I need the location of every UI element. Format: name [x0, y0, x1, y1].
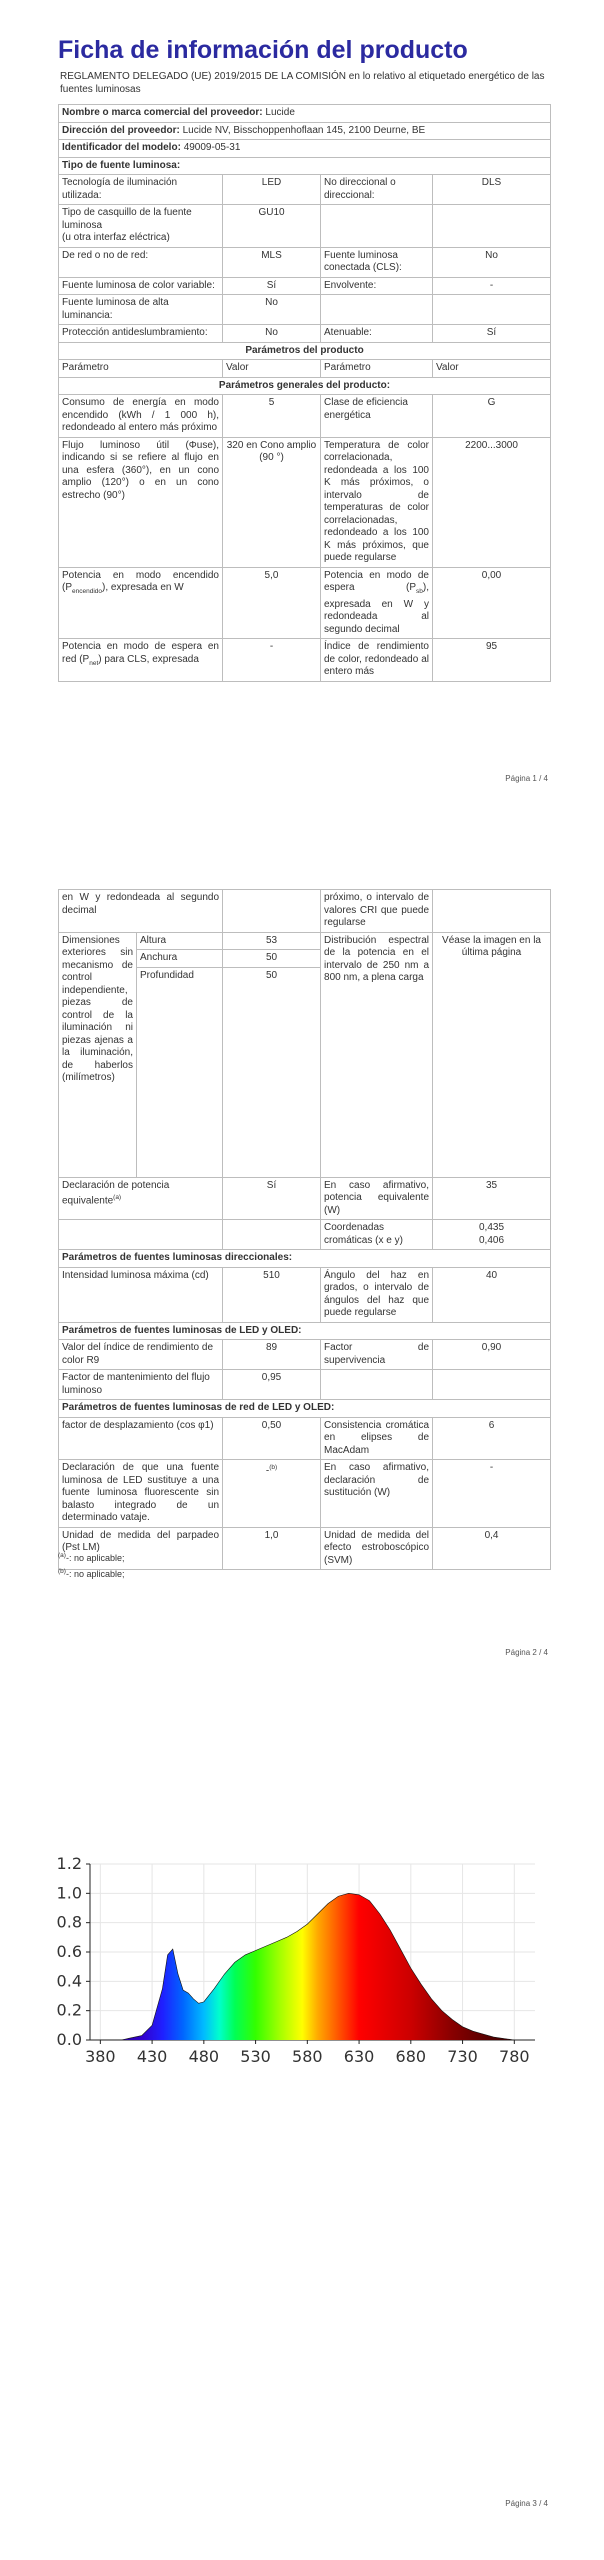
glare-label: Protección antideslumbramiento: [59, 325, 223, 343]
supplier-label: Nombre o marca comercial del proveedor: [62, 107, 263, 118]
colour-tunable-value: Sí [223, 277, 321, 295]
address-row [59, 122, 551, 140]
colour-consistency-label: Consistencia cromática en elipses de MacAdam [321, 1417, 433, 1460]
table-row [59, 325, 551, 343]
footnote-a-sup: (a) [58, 1552, 66, 1559]
footnote-b-sup: (b) [58, 1568, 66, 1575]
table-row [59, 1340, 551, 1370]
empty-cell [321, 1370, 433, 1400]
envelope-value: - [433, 277, 551, 295]
empty-cell [433, 295, 551, 325]
x-tick-label: 680 [395, 2047, 427, 2066]
directional-params-title: Parámetros de fuentes luminosas direccionales: [59, 1250, 551, 1268]
document-title: Ficha de información del producto [58, 36, 468, 64]
footnote-a-text: -: no aplicable; [65, 1553, 125, 1563]
empty-cell [321, 205, 433, 248]
stroboscopic-label: Unidad de medida del efecto estroboscópico (SVM) [321, 1527, 433, 1570]
y-tick-label: 1.0 [56, 1883, 82, 1903]
equivalent-power-w-value: 35 [433, 1177, 551, 1220]
mains-value: MLS [223, 247, 321, 277]
table-row [59, 1370, 551, 1400]
spd-label: Distribución espectral de la potencia en el intervalo de 250 nm a 800 nm, a plena carga [321, 932, 433, 1177]
table-row [59, 437, 551, 567]
footnotes [58, 1549, 125, 1581]
width-value: 50 [223, 950, 321, 968]
maintenance-label: Factor de mantenimiento del flujo luminoso [59, 1370, 223, 1400]
header-value-2: Valor [433, 360, 551, 378]
section-row [59, 377, 551, 395]
equivalent-power-value: Sí [223, 1177, 321, 1220]
standby-power-label [321, 567, 433, 639]
led-params-title: Parámetros de fuentes luminosas de LED y OLED: [59, 1322, 551, 1340]
cap-label-line-1: Tipo de casquillo de la fuente luminosa [62, 207, 192, 231]
page-number: Página 2 / 4 [505, 1648, 548, 1657]
address-label: Dirección del proveedor: [62, 124, 180, 136]
beam-angle-label: Ángulo del haz en grados, o intervalo de ángulos del haz que puede regularse [321, 1267, 433, 1322]
x-tick-label: 730 [447, 2047, 478, 2066]
cap-label [59, 205, 223, 248]
cri-value: 95 [433, 639, 551, 682]
section-row [59, 1322, 551, 1340]
chromaticity-value [433, 1220, 551, 1250]
mains-led-params-title: Parámetros de fuentes luminosas de red de LED y OLED: [59, 1400, 551, 1418]
footnote-b [58, 1565, 125, 1581]
page-3 [0, 1706, 604, 2559]
x-tick-label: 530 [240, 2047, 271, 2066]
high-luminance-label: Fuente luminosa de alta luminancia: [59, 295, 223, 325]
height-label: Altura [137, 932, 223, 950]
nondir-value: DLS [433, 175, 551, 205]
displacement-value: 0,50 [223, 1417, 321, 1460]
section-row [59, 1400, 551, 1418]
x-tick-label: 630 [343, 2047, 375, 2066]
networked-standby-text-2: ) para CLS, expresada [98, 653, 199, 665]
table-row [59, 175, 551, 205]
x-tick-label: 580 [292, 2047, 323, 2066]
standby-power-text-2: ), expresada en W y redondeada al segundo decimal [324, 582, 429, 635]
model-cell [59, 140, 551, 158]
networked-standby-label [59, 639, 223, 682]
chromaticity-y: 0,406 [479, 1234, 505, 1246]
chromaticity-x: 0,435 [479, 1222, 505, 1233]
table-row [59, 1267, 551, 1322]
r9-label: Valor del índice de rendimiento de color R9 [59, 1340, 223, 1370]
on-mode-power-value: 5,0 [223, 567, 321, 639]
glare-value: No [223, 325, 321, 343]
table-row [59, 1460, 551, 1528]
maintenance-value: 0,95 [223, 1370, 321, 1400]
y-tick-label: 0.6 [56, 1942, 82, 1961]
cap-label-line-2: (u otra interfaz eléctrica) [62, 232, 170, 243]
section-row [59, 1250, 551, 1268]
tech-value: LED [223, 175, 321, 205]
flux-value: 320 en Cono amplio (90 °) [223, 437, 321, 567]
page-2 [0, 853, 604, 1706]
header-value: Valor [223, 360, 321, 378]
supplier-value: Lucide [265, 107, 295, 118]
dimmable-label: Atenuable: [321, 325, 433, 343]
tech-label: Tecnología de iluminación utilizada: [59, 175, 223, 205]
params-title: Parámetros del producto [59, 342, 551, 360]
empty-cell [321, 295, 433, 325]
displacement-label: factor de desplazamiento (cos φ1) [59, 1417, 223, 1460]
regulation-text: REGLAMENTO DELEGADO (UE) 2019/2015 DE LA COMISIÓN en lo relativo al etiquetado energético de las fuentes luminosas [60, 71, 545, 95]
cls-label: Fuente luminosa conectada (CLS): [321, 247, 433, 277]
dimensions-label: Dimensiones exteriores sin mecanismo de control independiente, piezas de control de la iluminación ni piezas ajenas a la iluminación, de haberlos (milímetros) [59, 932, 137, 1177]
networked-standby-continued: en W y redondeada al segundo decimal [59, 890, 223, 933]
envelope-label: Envolvente: [321, 277, 433, 295]
equivalent-power-label [59, 1177, 223, 1220]
cri-label-continued: próximo, o intervalo de valores CRI que puede regularse [321, 890, 433, 933]
y-tick-label: 1.2 [56, 1854, 82, 1873]
supplier-cell [59, 105, 551, 123]
cct-label: Temperatura de color correlacionada, redondeada a los 100 K más próximos, o intervalo de temperaturas de color correlacionadas, redondeado a los 100 K más próximos, que puede regularse [321, 437, 433, 567]
replacement-value-text: - [265, 1465, 270, 1477]
r9-value: 89 [223, 1340, 321, 1370]
ee-class-label: Clase de eficiencia energética [321, 395, 433, 438]
flux-label: Flujo luminoso útil (Φuse), indicando si se refiere al flujo en una esfera (360°), en un cono amplio (120°) o en un cono estrecho (90°) [59, 437, 223, 567]
peak-intensity-value: 510 [223, 1267, 321, 1322]
table-row [59, 205, 551, 248]
on-mode-power-label [59, 567, 223, 639]
equivalent-power-text: Declaración de potencia equivalente [62, 1179, 170, 1207]
nondir-label: No direccional o direccional: [321, 175, 433, 205]
replacement-value [223, 1460, 321, 1528]
cct-value: 2200...3000 [433, 437, 551, 567]
table-row [59, 567, 551, 639]
colour-tunable-label: Fuente luminosa de color variable: [59, 277, 223, 295]
replacement-label: Declaración de que una fuente luminosa de LED sustituye a una fuente luminosa fluorescente sin balasto integrado de un determinado vataje. [59, 1460, 223, 1528]
page-1 [0, 0, 604, 853]
address-cell [59, 122, 551, 140]
empty-cell [223, 1220, 321, 1250]
spectral-distribution-chart [40, 1850, 560, 2090]
replacement-w-label: En caso afirmativo, declaración de sustitución (W) [321, 1460, 433, 1528]
energy-value: 5 [223, 395, 321, 438]
page-number: Página 3 / 4 [505, 2499, 548, 2508]
model-value: 49009-05-31 [183, 142, 241, 153]
standby-power-value: 0,00 [433, 567, 551, 639]
height-value: 53 [223, 932, 321, 950]
on-mode-power-text-1: Potencia en modo encendido (P [62, 569, 219, 593]
table-row [59, 395, 551, 438]
x-tick-label: 430 [136, 2047, 168, 2066]
chromaticity-label: Coordenadas cromáticas (x e y) [321, 1220, 433, 1250]
table-row [59, 890, 551, 933]
standby-power-sub: sb [416, 588, 423, 595]
table-header-row [59, 360, 551, 378]
empty-cell [223, 890, 321, 933]
depth-value: 50 [223, 967, 321, 1177]
y-tick-label: 0.0 [56, 2030, 82, 2049]
supplier-row [59, 105, 551, 123]
mains-label: De red o no de red: [59, 247, 223, 277]
model-label: Identificador del modelo: [62, 142, 181, 153]
peak-intensity-label: Intensidad luminosa máxima (cd) [59, 1267, 223, 1322]
x-tick-label: 780 [499, 2047, 530, 2066]
empty-cell [433, 1370, 551, 1400]
high-luminance-value: No [223, 295, 321, 325]
footnote-b-text: -: no aplicable; [65, 1569, 125, 1579]
equivalent-power-w-label: En caso afirmativo, potencia equivalente (W) [321, 1177, 433, 1220]
colour-consistency-value: 6 [433, 1417, 551, 1460]
dimmable-value: Sí [433, 325, 551, 343]
depth-label: Profundidad [137, 967, 223, 1177]
x-tick-label: 380 [85, 2047, 116, 2066]
model-row [59, 140, 551, 158]
replacement-w-value: - [433, 1460, 551, 1528]
y-tick-label: 0.2 [56, 2000, 82, 2020]
networked-standby-value: - [223, 639, 321, 682]
header-param-2: Parámetro [321, 360, 433, 378]
footnote-b-marker: (b) [269, 1464, 278, 1471]
table-row [59, 295, 551, 325]
beam-angle-value: 40 [433, 1267, 551, 1322]
empty-cell [433, 890, 551, 933]
product-info-table-page-2 [58, 889, 551, 1570]
networked-standby-text-1: Potencia en modo de espera en red (P [62, 641, 219, 665]
energy-label: Consumo de energía en modo encendido (kWh / 1 000 h), redondeado al entero más próximo [59, 395, 223, 438]
survival-label: Factor de supervivencia [321, 1340, 433, 1370]
source-type-label: Tipo de fuente luminosa: [59, 157, 551, 175]
header-param: Parámetro [59, 360, 223, 378]
source-type-row [59, 157, 551, 175]
page-number: Página 1 / 4 [505, 774, 548, 783]
cri-label: Índice de rendimiento de color, redondeado al entero más [321, 639, 433, 682]
footnote-a-marker: (a) [113, 1194, 122, 1201]
spd-value: Véase la imagen en la última página [433, 932, 551, 1177]
on-mode-power-sub: encendido [72, 588, 102, 595]
x-tick-label: 480 [188, 2047, 220, 2066]
section-row [59, 342, 551, 360]
table-row [59, 932, 551, 950]
table-row [59, 247, 551, 277]
address-value: Lucide NV, Bisschoppenhoflaan 145, 2100 Deurne, BE [182, 124, 426, 136]
networked-standby-sub: net [89, 659, 99, 667]
width-label: Anchura [137, 950, 223, 968]
stroboscopic-value: 0,4 [433, 1527, 551, 1570]
flicker-value: 1,0 [223, 1527, 321, 1570]
footnote-a [58, 1549, 125, 1565]
empty-cell [59, 1220, 223, 1250]
table-row [59, 1417, 551, 1460]
y-tick-label: 0.8 [56, 1912, 82, 1932]
standby-power-text-1: Potencia en modo de espera (P [324, 569, 429, 593]
table-row [59, 277, 551, 295]
product-info-table-page-1 [58, 104, 551, 682]
y-tick-label: 0.4 [56, 1971, 82, 1991]
flicker-label: Unidad de medida del parpadeo (Pst LM) [59, 1527, 223, 1570]
cls-value: No [433, 247, 551, 277]
ee-class-value: G [433, 395, 551, 438]
survival-value: 0,90 [433, 1340, 551, 1370]
cap-value: GU10 [223, 205, 321, 248]
table-row [59, 1527, 551, 1570]
empty-cell [433, 205, 551, 248]
general-params-title: Parámetros generales del producto: [59, 377, 551, 395]
on-mode-power-text-2: ), expresada en W [102, 582, 184, 593]
table-row [59, 1220, 551, 1250]
table-row [59, 639, 551, 682]
table-row [59, 1177, 551, 1220]
